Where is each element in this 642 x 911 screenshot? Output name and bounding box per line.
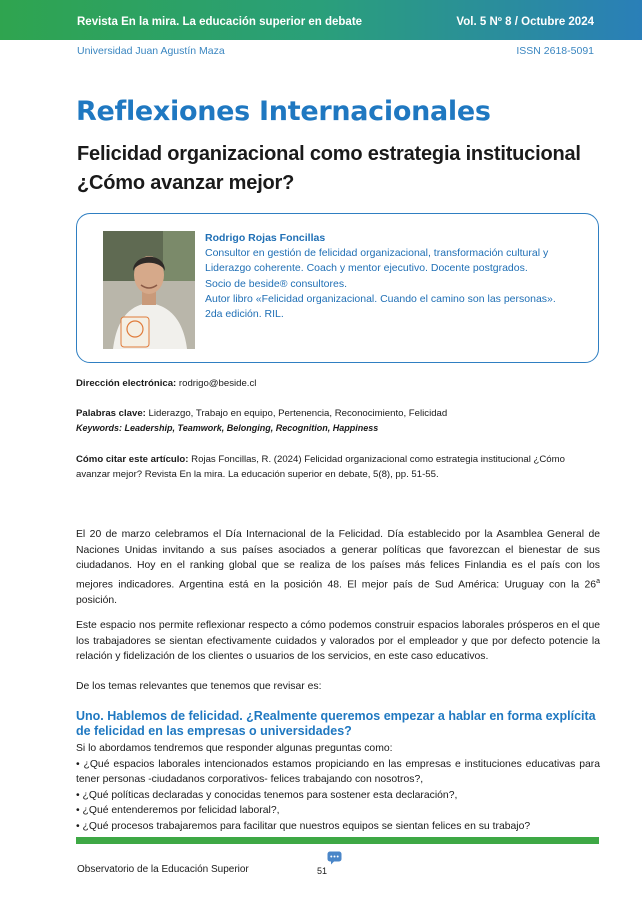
article-title-line-1: Felicidad organizacional como estrategia institucional [77, 143, 581, 165]
intro-line: Si lo abordamos tendremos que responder algunas preguntas como: [76, 743, 393, 754]
paragraph-1-end: posición. [76, 594, 118, 606]
journal-name: Revista En la mira. La educación superior en debate [77, 16, 363, 28]
author-photo [103, 231, 195, 349]
author-bio-line: Autor libro «Felicidad organizacional. Cuando el camino son las personas». [205, 292, 556, 305]
author-bio-line: Liderazgo coherente. Coach y mentor ejecutivo. Docente postgrados. [205, 262, 528, 275]
section-title: Reflexiones Internacionales [76, 96, 491, 127]
email-label: Dirección electrónica: [76, 378, 177, 389]
author-bio-line: Socio de beside® consultores. [205, 277, 347, 290]
author-info [205, 231, 585, 322]
article-title-line-2: ¿Cómo avanzar mejor? [77, 172, 295, 194]
keywords-en-value: Leadership, Teamwork, Belonging, Recognition, Happiness [124, 423, 379, 433]
author-photo-image [103, 231, 195, 349]
keywords-label: Palabras clave: [76, 408, 146, 419]
footer-observatory: Observatorio de la Educación Superior [77, 864, 249, 875]
author-box [76, 213, 599, 363]
section-heading: Uno. Hablemos de felicidad. ¿Realmente queremos empezar a hablar en forma explícita de felicidad en las empresas o universidades? [76, 709, 596, 738]
email-line [76, 376, 600, 391]
page-number: 51 [317, 866, 328, 876]
list-item: • ¿Qué entenderemos por felicidad laboral?, [76, 805, 280, 817]
list-item: • ¿Qué políticas declaradas y conocidas tenemos para sostener esta declaración?, [76, 789, 458, 801]
question-list [76, 741, 600, 835]
citation-label: Cómo citar este artículo: [76, 454, 189, 465]
issue-info: Vol. 5 Nº 8 / Octubre 2024 [456, 16, 594, 28]
issn: ISSN 2618-5091 [516, 45, 594, 57]
citation-value: Rojas Foncillas, R. (2024) Felicidad organizacional como estrategia institucional ¿Cómo avanzar mejor? Revista En la mira. La educación superior en debate, 5(8), pp. 51-55. [76, 454, 565, 480]
journal-header-bar [0, 0, 642, 40]
paragraph-1-text: El 20 de marzo celebramos el Día Internacional de la Felicidad. Día establecido por la Asamblea General de Naciones Unidas invitando a sus países asociados a generar políticas que favorezcan el bienestar de sus ciudadanos. Hoy en el ranking global que se realiza de los países más felices Finlandia es el país con los mejores indicadores. Argentina está en la posición 48. El mejor país de Sud América: Uruguay con la 26 [76, 529, 600, 591]
author-name: Rodrigo Rojas Foncillas [205, 232, 326, 244]
article-title [77, 140, 617, 198]
footer-divider [76, 837, 599, 844]
paragraph-2: Este espacio nos permite reflexionar respecto a cómo podemos construir espacios laborales prósperos en el que los trabajadores se sientan efectivamente cuidados y valorados por el empleador y que por defecto potencie la relación y fidelización de los clientes o usuarios de los servicios, en este caso educativos. [76, 620, 600, 663]
email-value[interactable]: rodrigo@beside.cl [178, 378, 257, 389]
keywords-en-label: Keywords: [76, 423, 123, 433]
list-item: • ¿Qué espacios laborales intencionados estamos propiciando en las empresas e instituciones educativas para tener personas -ciudadanos corporativos- felices trabajando con nosotros?, [76, 758, 600, 786]
paragraph-3: De los temas relevantes que tenemos que revisar es: [76, 681, 322, 692]
citation-block [76, 452, 600, 482]
author-bio-line: Consultor en gestión de felicidad organizacional, transformación cultural y [205, 247, 549, 260]
ordinal-superscript: a [596, 577, 600, 585]
list-item: • ¿Qué procesos trabajaremos para facilitar que nuestros equipos se sientan felices en su trabajo? [76, 820, 531, 832]
chat-bubble-icon [327, 851, 342, 865]
author-bio-line: 2da edición. RIL. [205, 308, 284, 321]
keywords-value: Liderazgo, Trabajo en equipo, Pertenencia, Reconocimiento, Felicidad [148, 408, 448, 419]
paragraph-1 [76, 527, 600, 608]
keywords-block [76, 406, 600, 436]
university-name: Universidad Juan Agustín Maza [77, 45, 225, 57]
